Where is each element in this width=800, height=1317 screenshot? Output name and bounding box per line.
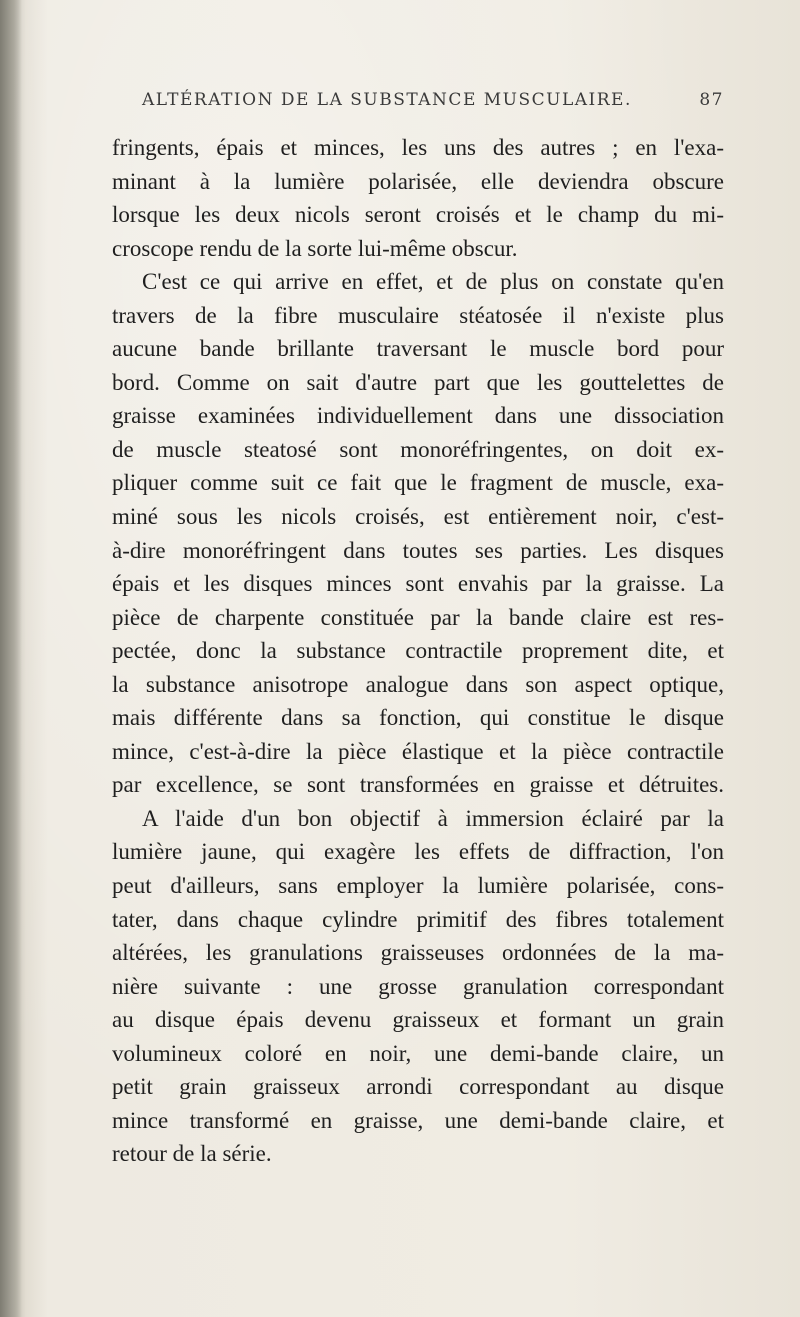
text-line: par excellence, se sont transformées en graisse et détruites. <box>112 772 724 798</box>
text-line: pliquer comme suit ce fait que le fragment de muscle, exa- <box>112 470 724 496</box>
text-line: minant à la lumière polarisée, elle deviendra obscure <box>112 168 724 194</box>
text-line: graisse examinées individuellement dans une dissociation <box>112 403 724 429</box>
text-line: bord. Comme on sait d'autre part que les gouttelettes de <box>112 369 724 395</box>
text-line: la substance anisotrope analogue dans son aspect optique, <box>112 671 724 697</box>
text-line: lorsque les deux nicols seront croisés et le champ du mi- <box>112 202 724 228</box>
body-text <box>112 131 724 1171</box>
text-line: lumière jaune, qui exagère les effets de diffraction, l'on <box>112 839 724 865</box>
text-line: petit grain graisseux arrondi correspondant au disque <box>112 1074 724 1100</box>
text-line: de muscle steatosé sont monoréfringentes, on doit ex- <box>112 436 724 462</box>
text-line: nière suivante : une grosse granulation correspondant <box>112 973 724 999</box>
text-line: altérées, les granulations graisseuses ordonnées de la ma- <box>112 940 724 966</box>
page-gutter-shadow <box>0 0 22 1317</box>
text-line: peut d'ailleurs, sans employer la lumière polarisée, cons- <box>112 873 724 899</box>
text-line: A l'aide d'un bon objectif à immersion éclairé par la <box>142 805 724 831</box>
text-line: retour de la série. <box>112 1141 272 1167</box>
text-line: mais différente dans sa fonction, qui constitue le disque <box>112 705 724 731</box>
text-line: miné sous les nicols croisés, est entièrement noir, c'est- <box>112 504 724 530</box>
text-line: aucune bande brillante traversant le muscle bord pour <box>112 336 724 362</box>
page-number: 87 <box>699 90 724 110</box>
text-line: mince, c'est-à-dire la pièce élastique et la pièce contractile <box>112 738 724 764</box>
text-line: travers de la fibre musculaire stéatosée il n'existe plus <box>112 302 724 328</box>
text-line: tater, dans chaque cylindre primitif des fibres totalement <box>112 906 724 932</box>
text-line: pectée, donc la substance contractile proprement dite, et <box>112 638 724 664</box>
text-line: épais et les disques minces sont envahis par la graisse. La <box>112 571 724 597</box>
text-line: croscope rendu de la sorte lui-même obscur. <box>112 235 518 261</box>
text-line: C'est ce qui arrive en effet, et de plus on constate qu'en <box>142 269 724 295</box>
running-head <box>112 90 724 118</box>
running-title: ALTÉRATION DE LA SUBSTANCE MUSCULAIRE. <box>142 90 632 110</box>
text-line: à-dire monoréfringent dans toutes ses parties. Les disques <box>112 537 724 563</box>
text-line: au disque épais devenu graisseux et formant un grain <box>112 1007 724 1033</box>
text-line: volumineux coloré en noir, une demi-bande claire, un <box>112 1040 724 1066</box>
text-line: pièce de charpente constituée par la bande claire est res- <box>112 604 724 630</box>
text-line: fringents, épais et minces, les uns des autres ; en l'exa- <box>112 135 724 160</box>
text-line: mince transformé en graisse, une demi-bande claire, et <box>112 1107 724 1133</box>
